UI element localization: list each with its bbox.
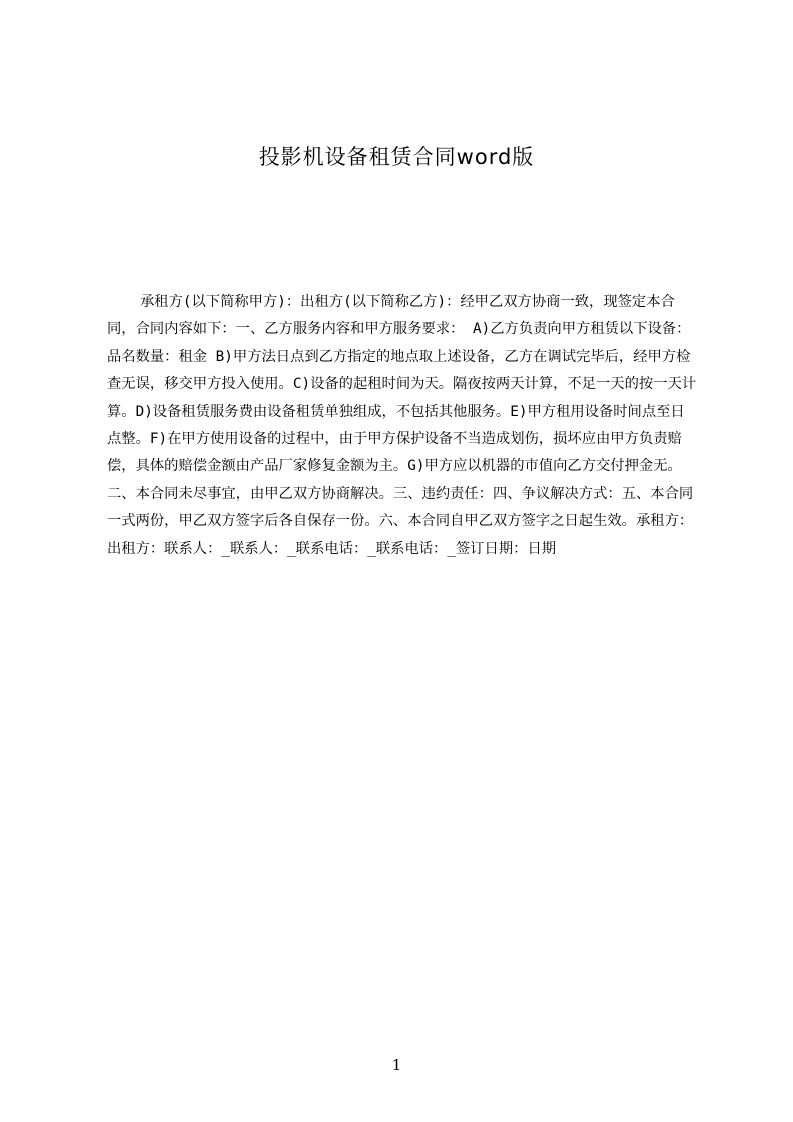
- page-number: 1: [391, 1056, 402, 1074]
- document-title: 投影机设备租赁合同word版: [258, 145, 535, 169]
- contract-body-text: 承租方(以下简称甲方)：出租方(以下简称乙方)：经甲乙双方协商一致，现签定本合同，合同内容如下：一、乙方服务内容和甲方服务要求： A)乙方负责向甲方租赁以下设备：品名数量：租金 B)甲方法日点到乙方指定的地点取上述设备，乙方在调试完毕后，经甲方检查无误，移交甲方投入使用。C)设备的起租时间为天。隔夜按两天计算，不足一天的按一天计算。D)设备租赁服务费由设备租赁单独组成，不包括其他服务。E)甲方租用设备时间点至日点整。F)在甲方使用设备的过程中，由于甲方保护设备不当造成划伤，损坏应由甲方负责赔偿，具体的赔偿金额由产品厂家修复金额为主。G)甲方应以机器的市值向乙方交付押金无。二、本合同未尽事宜，由甲乙双方协商解决。三、违约责任：四、争议解决方式：五、本合同一式两份，甲乙双方签字后各自保存一份。六、本合同自甲乙双方签字之日起生效。承租方：出租方：联系人：_联系人：_联系电话：_联系电话：_签订日期：日期: [107, 294, 697, 557]
